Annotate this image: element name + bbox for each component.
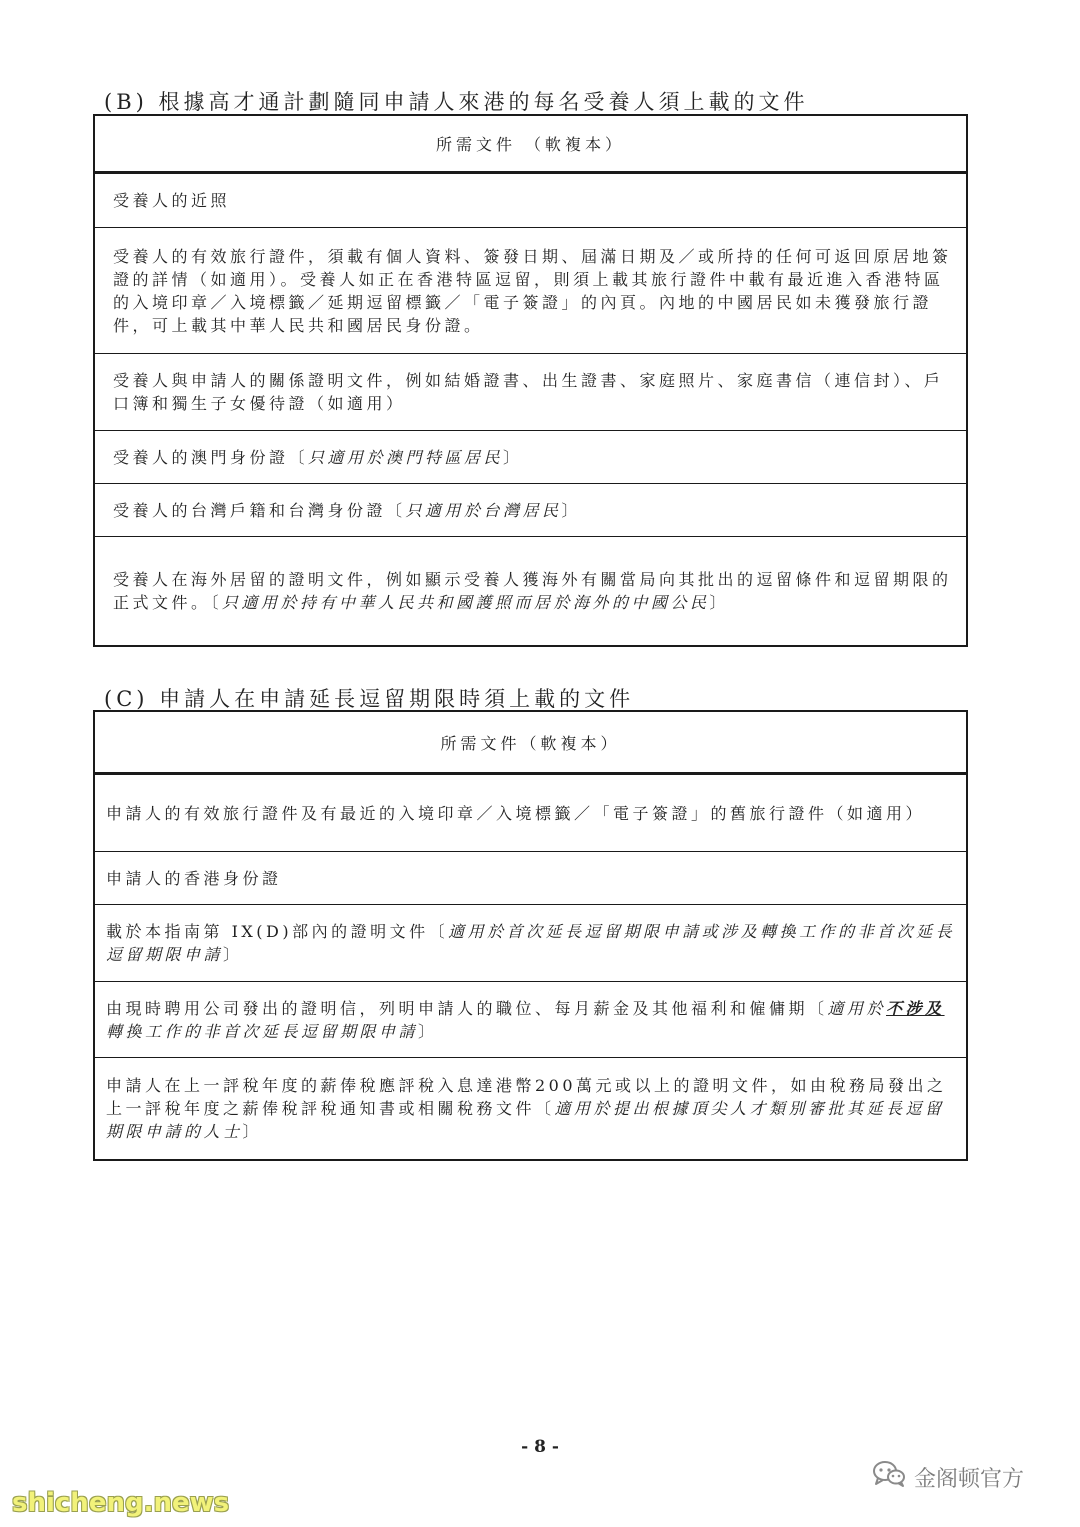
bracket-close: 〕 — [503, 447, 523, 467]
doc-text: 申請人在上一評稅年度的薪俸稅應評稅入息達港幣200萬元或以上的證明文件，如由稅務局發出之上一評稅年度之薪俸稅評稅通知書或相關稅務文件〔 — [106, 1076, 947, 1118]
table-row — [94, 354, 967, 431]
section-c-table — [93, 710, 968, 1161]
applicability-note: 適用於首次延長逗留期限申請或涉及轉換工作的非首次延長逗留期限申請 — [106, 922, 956, 964]
table-header-row — [94, 711, 967, 774]
bracket-close: 〕 — [418, 1021, 438, 1041]
bracket-close: 〕 — [242, 1122, 263, 1141]
wechat-icon — [872, 1459, 906, 1495]
table-cell — [94, 484, 967, 537]
doc-text: 由現時聘用公司發出的證明信，列明申請人的職位、每月薪金及其他福利和僱傭期〔 — [106, 998, 828, 1018]
site-watermark: shicheng.news — [12, 1488, 230, 1518]
applicability-note: 只適用於澳門特區居民 — [308, 447, 504, 467]
table-row — [94, 1058, 967, 1161]
table-cell — [94, 774, 967, 852]
section-b-table — [93, 114, 968, 647]
bracket-close: 〕 — [709, 593, 730, 612]
table-row — [94, 228, 967, 354]
applicability-note: 只適用於持有中華人民共和國護照而居於海外的中國公民 — [222, 593, 710, 612]
doc-text: 受養人的台灣戶籍和台灣身份證〔 — [113, 500, 406, 520]
doc-text: 受養人與申請人的關係證明文件，例如結婚證書、出生證書、家庭照片、家庭書信（連信封）、戶口簿和獨生子女優待證（如適用） — [113, 371, 944, 413]
bracket-close: 〕 — [223, 945, 243, 964]
applicability-note: 適用於 — [827, 998, 887, 1018]
table-header-row — [94, 115, 967, 173]
table-cell — [94, 905, 967, 982]
doc-text: 申請人的有效旅行證件及有最近的入境印章／入境標籤／「電子簽證」的舊旅行證件（如適用） — [106, 803, 926, 823]
bracket-close: 〕 — [561, 500, 582, 520]
table-row — [94, 173, 967, 228]
table-cell — [94, 1058, 967, 1161]
doc-text: 載於本指南第 IX(D)部內的證明文件〔 — [106, 922, 449, 941]
applicability-note: 轉換工作的非首次延長逗留期限申請 — [106, 1021, 419, 1041]
table-row — [94, 537, 967, 647]
section-b-title: (B) 根據高才通計劃隨同申請人來港的每名受養人須上載的文件 — [104, 90, 809, 114]
doc-text: 申請人的香港身份證 — [106, 868, 282, 888]
table-header: 所需文件（軟複本） — [94, 711, 967, 774]
table-cell — [94, 431, 967, 484]
table-row — [94, 852, 967, 905]
table-row — [94, 484, 967, 537]
table-row — [94, 982, 967, 1058]
table-cell — [94, 852, 967, 905]
doc-text: 受養人的澳門身份證〔 — [113, 447, 309, 467]
wechat-watermark — [872, 1460, 1024, 1494]
doc-text: 受養人在海外居留的證明文件，例如顯示受養人獲海外有關當局向其批出的逗留條件和逗留期限的正式文件。〔 — [113, 570, 952, 612]
table-row — [94, 905, 967, 982]
table-cell — [94, 537, 967, 647]
section-c-title: (C) 申請人在申請延長逗留期限時須上載的文件 — [104, 687, 635, 711]
doc-text: 受養人的近照 — [113, 191, 231, 210]
table-cell — [94, 173, 967, 228]
page-number: - 8 - — [521, 1437, 559, 1457]
emphasis-not-involving: 不涉及 — [886, 998, 945, 1018]
table-row — [94, 431, 967, 484]
table-row — [94, 774, 967, 852]
wechat-account-name: 金阁顿官方 — [914, 1466, 1025, 1492]
table-cell — [94, 354, 967, 431]
table-header: 所需文件 （軟複本） — [94, 115, 967, 173]
doc-text: 受養人的有效旅行證件，須載有個人資料、簽發日期、屆滿日期及／或所持的任何可返回原居地簽證的詳情（如適用）。受養人如正在香港特區逗留，則須上載其旅行證件中載有最近進入香港特區的入境印章／入境標籤／延期逗留標籤／「電子簽證」的內頁。內地的中國居民如未獲發旅行證件，可上載其中華人民共和國居民身份證。 — [113, 246, 952, 335]
applicability-note: 只適用於台灣居民 — [405, 500, 562, 520]
table-cell — [94, 982, 967, 1058]
table-cell — [94, 228, 967, 354]
applicability-note: 適用於提出根據頂尖人才類別審批其延長逗留期限申請的人士 — [106, 1099, 945, 1141]
